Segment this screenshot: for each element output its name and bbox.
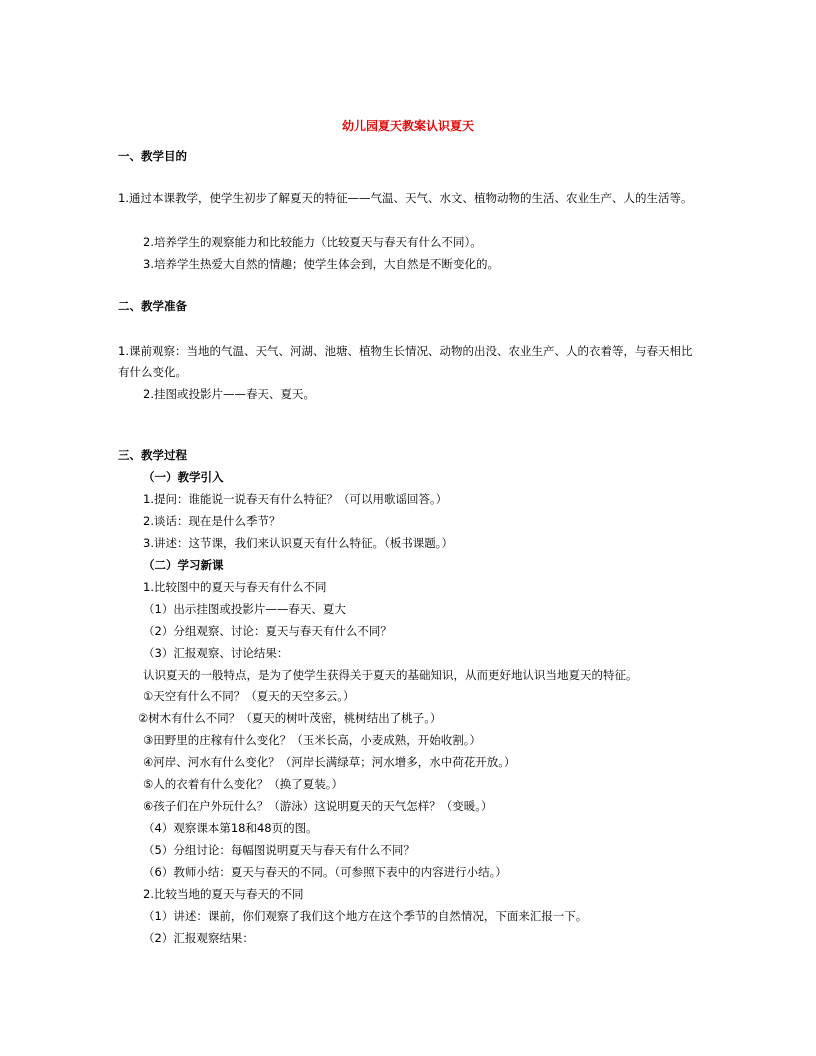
lesson-line: （6）教师小结：夏天与春天的不同。（可参照下表中的内容进行小结。） [143, 865, 507, 879]
lesson-line: （4）观察课本第18和48页的图。 [143, 821, 318, 835]
lesson-line: ①天空有什么不同？（夏天的天空多云。） [143, 689, 355, 703]
section-heading-preparation: 二、教学准备 [118, 299, 187, 313]
lesson-line: （2）汇报观察结果： [143, 931, 254, 945]
subsection-heading-new-lesson: （二）学习新课 [143, 558, 224, 572]
lesson-line: （2）分组观察、讨论：夏天与春天有什么不同？ [143, 624, 392, 638]
lesson-line: （1）出示挂图或投影片——春天、夏大 [143, 602, 346, 616]
section-heading-objectives: 一、教学目的 [118, 149, 187, 163]
lesson-line: 认识夏天的一般特点，是为了使学生获得关于夏天的基础知识，从而更好地认识当地夏天的特征。 [143, 668, 638, 682]
preparation-item-2: 2.挂图或投影片——春天、夏天。 [143, 387, 315, 401]
lesson-line: （1）讲述：课前，你们观察了我们这个地方在这个季节的自然情况，下面来汇报一下。 [143, 909, 588, 923]
subsection-heading-intro: （一）教学引入 [143, 470, 224, 484]
lesson-line: 2.比较当地的夏天与春天的不同 [143, 887, 304, 901]
intro-item-2: 2.谈话：现在是什么季节？ [143, 514, 281, 528]
intro-item-3: 3.讲述：这节课，我们来认识夏天有什么特征。（板书课题。） [143, 536, 453, 550]
document-title: 幼儿园夏天教案认识夏天 [341, 119, 474, 133]
objective-item-3: 3.培养学生热爱大自然的情趣；使学生体会到，大自然是不断变化的。 [143, 257, 499, 271]
objective-item-1: 1.通过本课教学，使学生初步了解夏天的特征——气温、天气、水文、植物动物的生活、农业生产、人的生活等。 [118, 191, 693, 205]
lesson-line: ⑤人的衣着有什么变化？（换了夏装。） [143, 777, 344, 791]
lesson-line: ②树木有什么不同？（夏天的树叶茂密，桃树结出了桃子。） [138, 711, 442, 725]
lesson-line: 1.比较图中的夏天与春天有什么不同 [143, 580, 327, 594]
intro-item-1: 1.提问：谁能说一说春天有什么特征？（可以用歌谣回答。） [143, 492, 448, 506]
lesson-line: ⑥孩子们在户外玩什么？（游泳）这说明夏天的天气怎样？（变暖。） [143, 799, 493, 813]
objective-item-2: 2.培养学生的观察能力和比较能力（比较夏天与春天有什么不同）。 [143, 235, 482, 249]
lesson-line: ③田野里的庄稼有什么变化？（玉米长高，小麦成熟，开始收割。） [143, 733, 482, 747]
lesson-line: （5）分组讨论：每幅图说明夏天与春天有什么不同？ [143, 843, 415, 857]
preparation-item-1: 1.课前观察：当地的气温、天气、河湖、池塘、植物生长情况、动物的出没、农业生产、人的衣着等，与春天相比有什么变化。 [118, 344, 693, 379]
section-heading-process: 三、教学过程 [118, 448, 187, 462]
lesson-line: ④河岸、河水有什么变化？（河岸长满绿草；河水增多，水中荷花开放。） [143, 755, 516, 769]
lesson-line: （3）汇报观察、讨论结果： [143, 646, 289, 660]
